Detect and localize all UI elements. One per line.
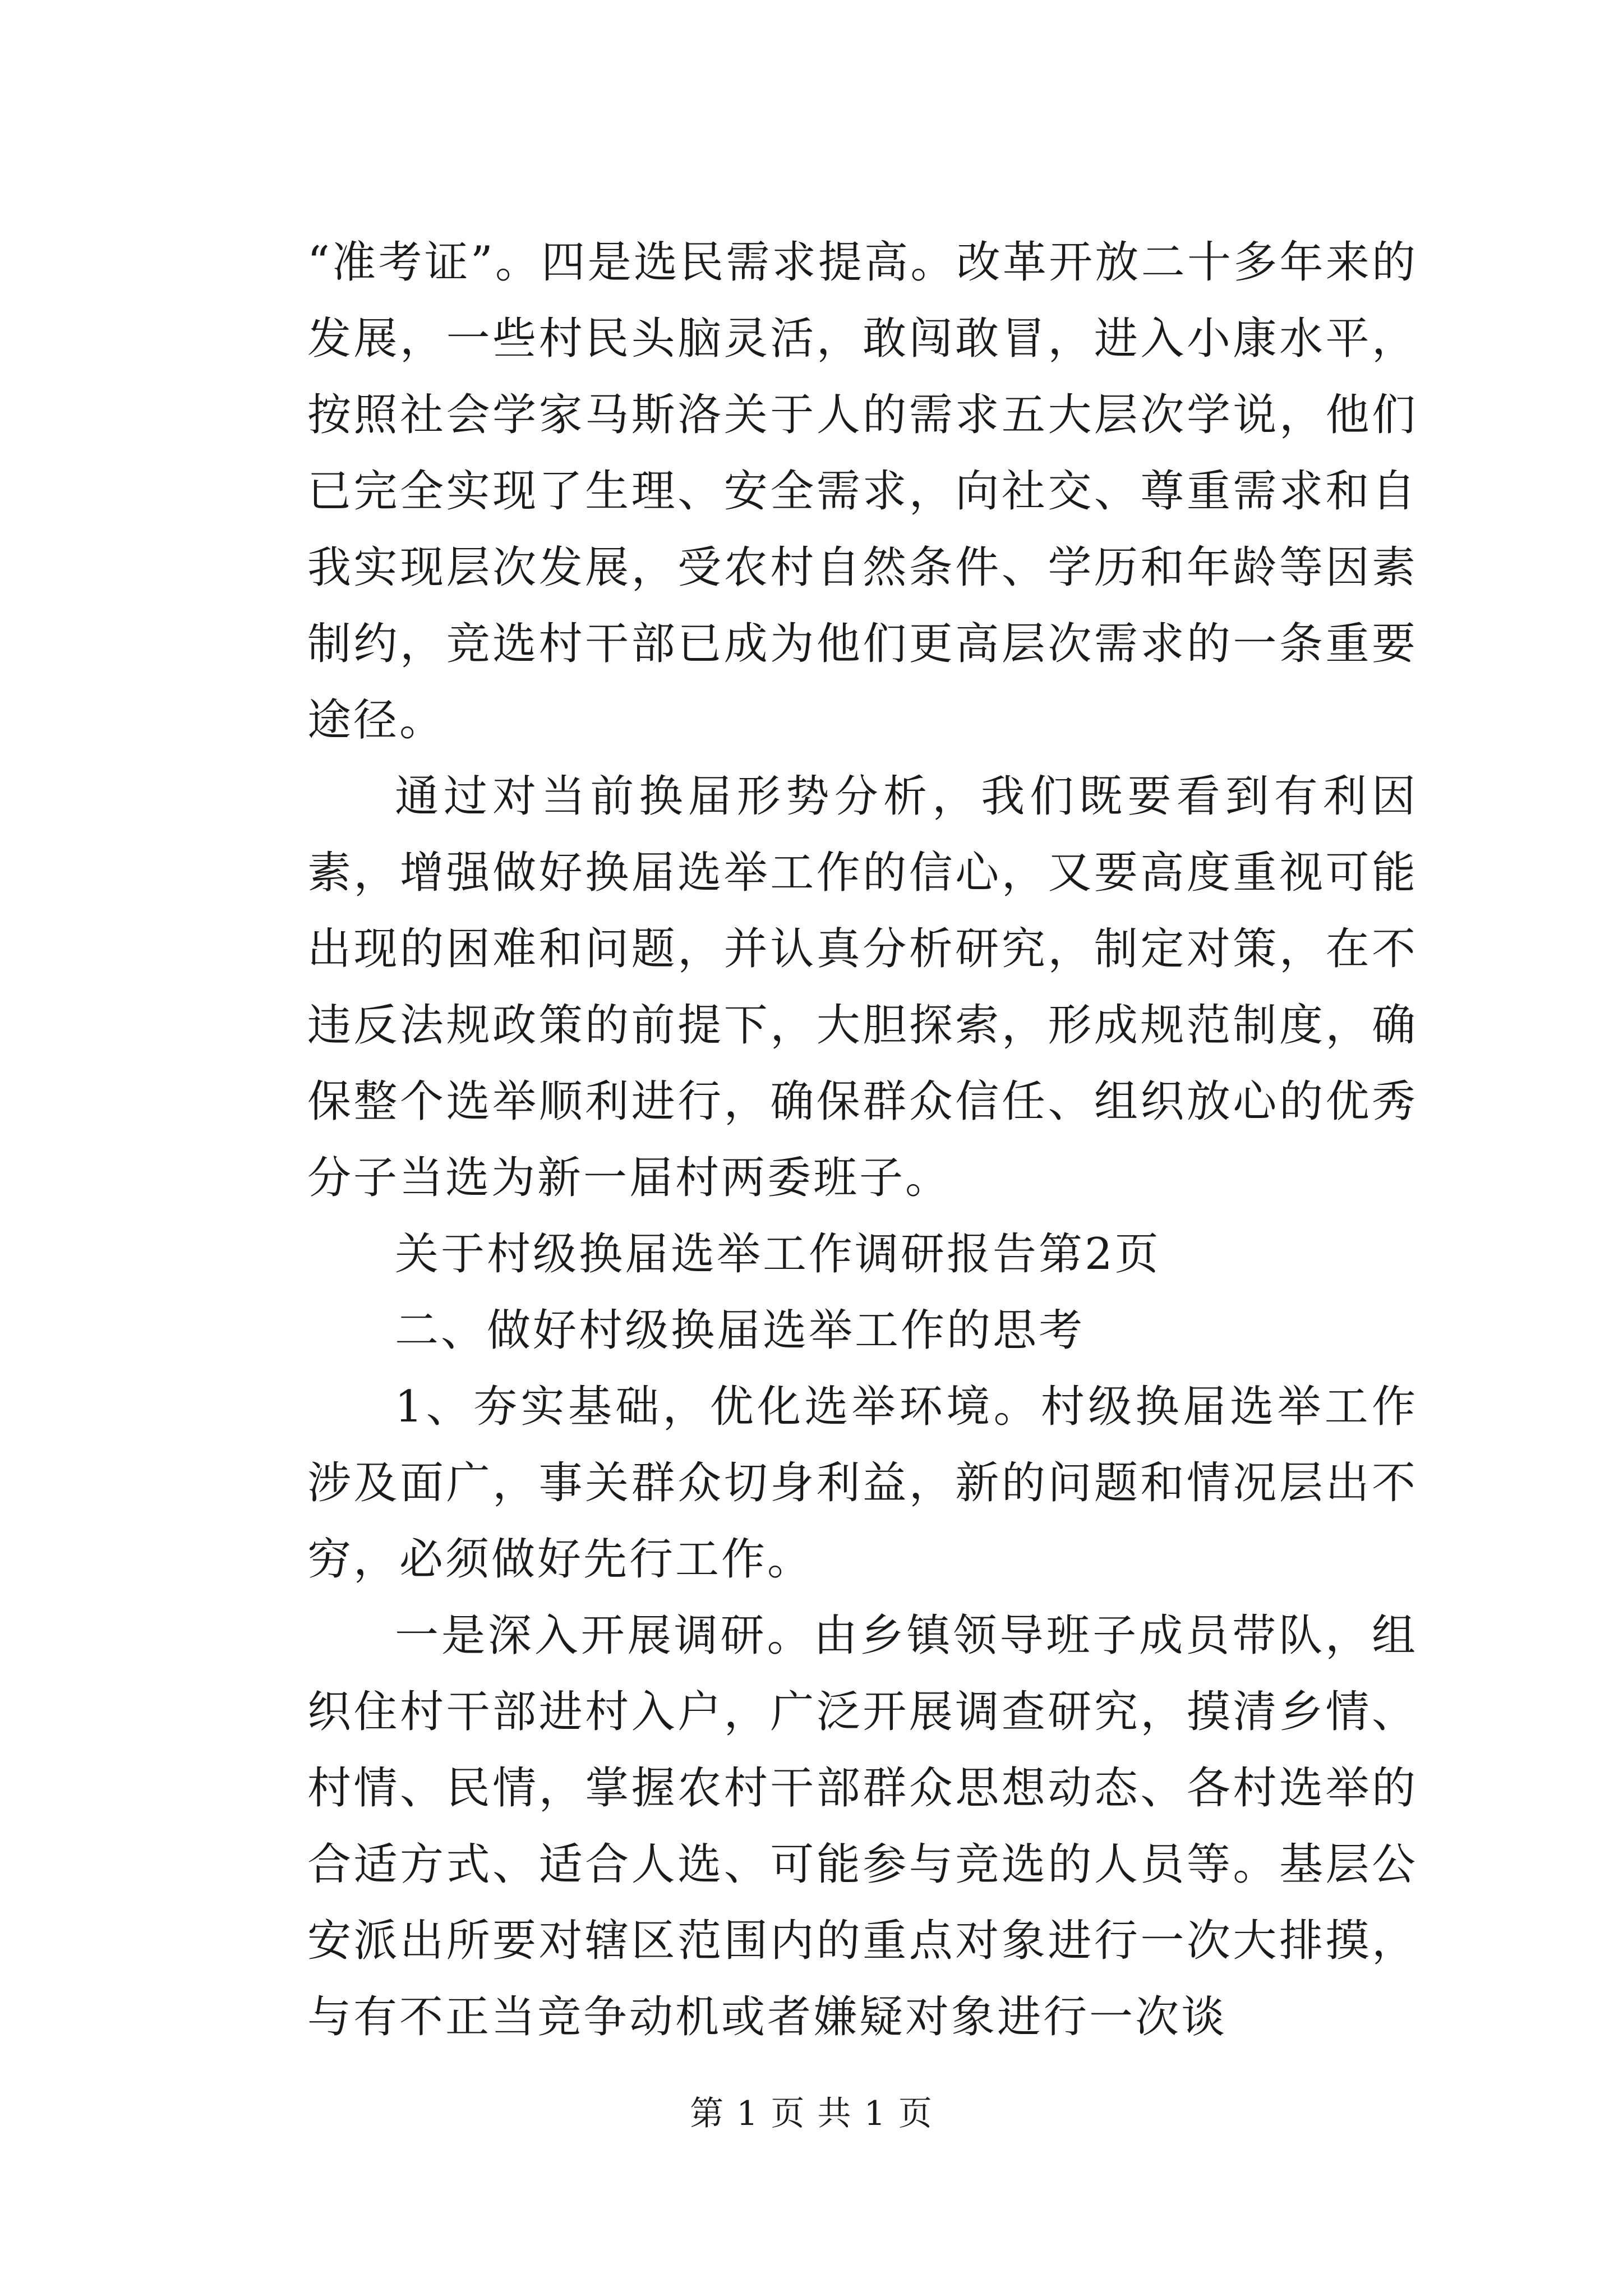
paragraph-point-1: 1、夯实基础，优化选举环境。村级换届选举工作涉及面广，事关群众切身利益，新的问题和情况层出不穷，必须做好先行工作。 [307,1382,1418,1585]
page-footer: 第 1 页 共 1 页 [690,2094,933,2133]
paragraph-situation-analysis: 通过对当前换届形势分析，我们既要看到有利因素，增强做好换届选举工作的信心，又要高度重视可能出现的困难和问题，并认真分析研究，制定对策，在不违反法规政策的前提下，大胆探索，形成规范制度，确保整个选举顺利进行，确保群众信任、组织放心的优秀分子当选为新一届村两委班子。 [307,771,1418,1203]
paragraph-continuation: “准考证”。四是选民需求提高。改革开放二十多年来的发展，一些村民头脑灵活，敢闯敢冒，进入小康水平，按照社会学家马斯洛关于人的需求五大层次学说，他们已完全实现了生理、安全需求，向社交、尊重需求和自我实现层次发展，受农村自然条件、学历和年龄等因素制约，竞选村干部已成为他们更高层次需求的一条重要途径。 [307,237,1418,746]
page-marker-line: 关于村级换届选举工作调研报告第2页 [395,1229,1161,1280]
section-heading: 二、做好村级换届选举工作的思考 [395,1305,1085,1356]
paragraph-research: 一是深入开展调研。由乡镇领导班子成员带队，组织住村干部进村入户，广泛开展调查研究，摸清乡情、村情、民情，掌握农村干部群众思想动态、各村选举的合适方式、适合人选、可能参与竞选的人员等。基层公安派出所要对辖区范围内的重点对象进行一次大排摸，与有不正当竞争动机或者嫌疑对象进行一次谈 [307,1611,1418,2042]
document-body [307,224,1418,2055]
